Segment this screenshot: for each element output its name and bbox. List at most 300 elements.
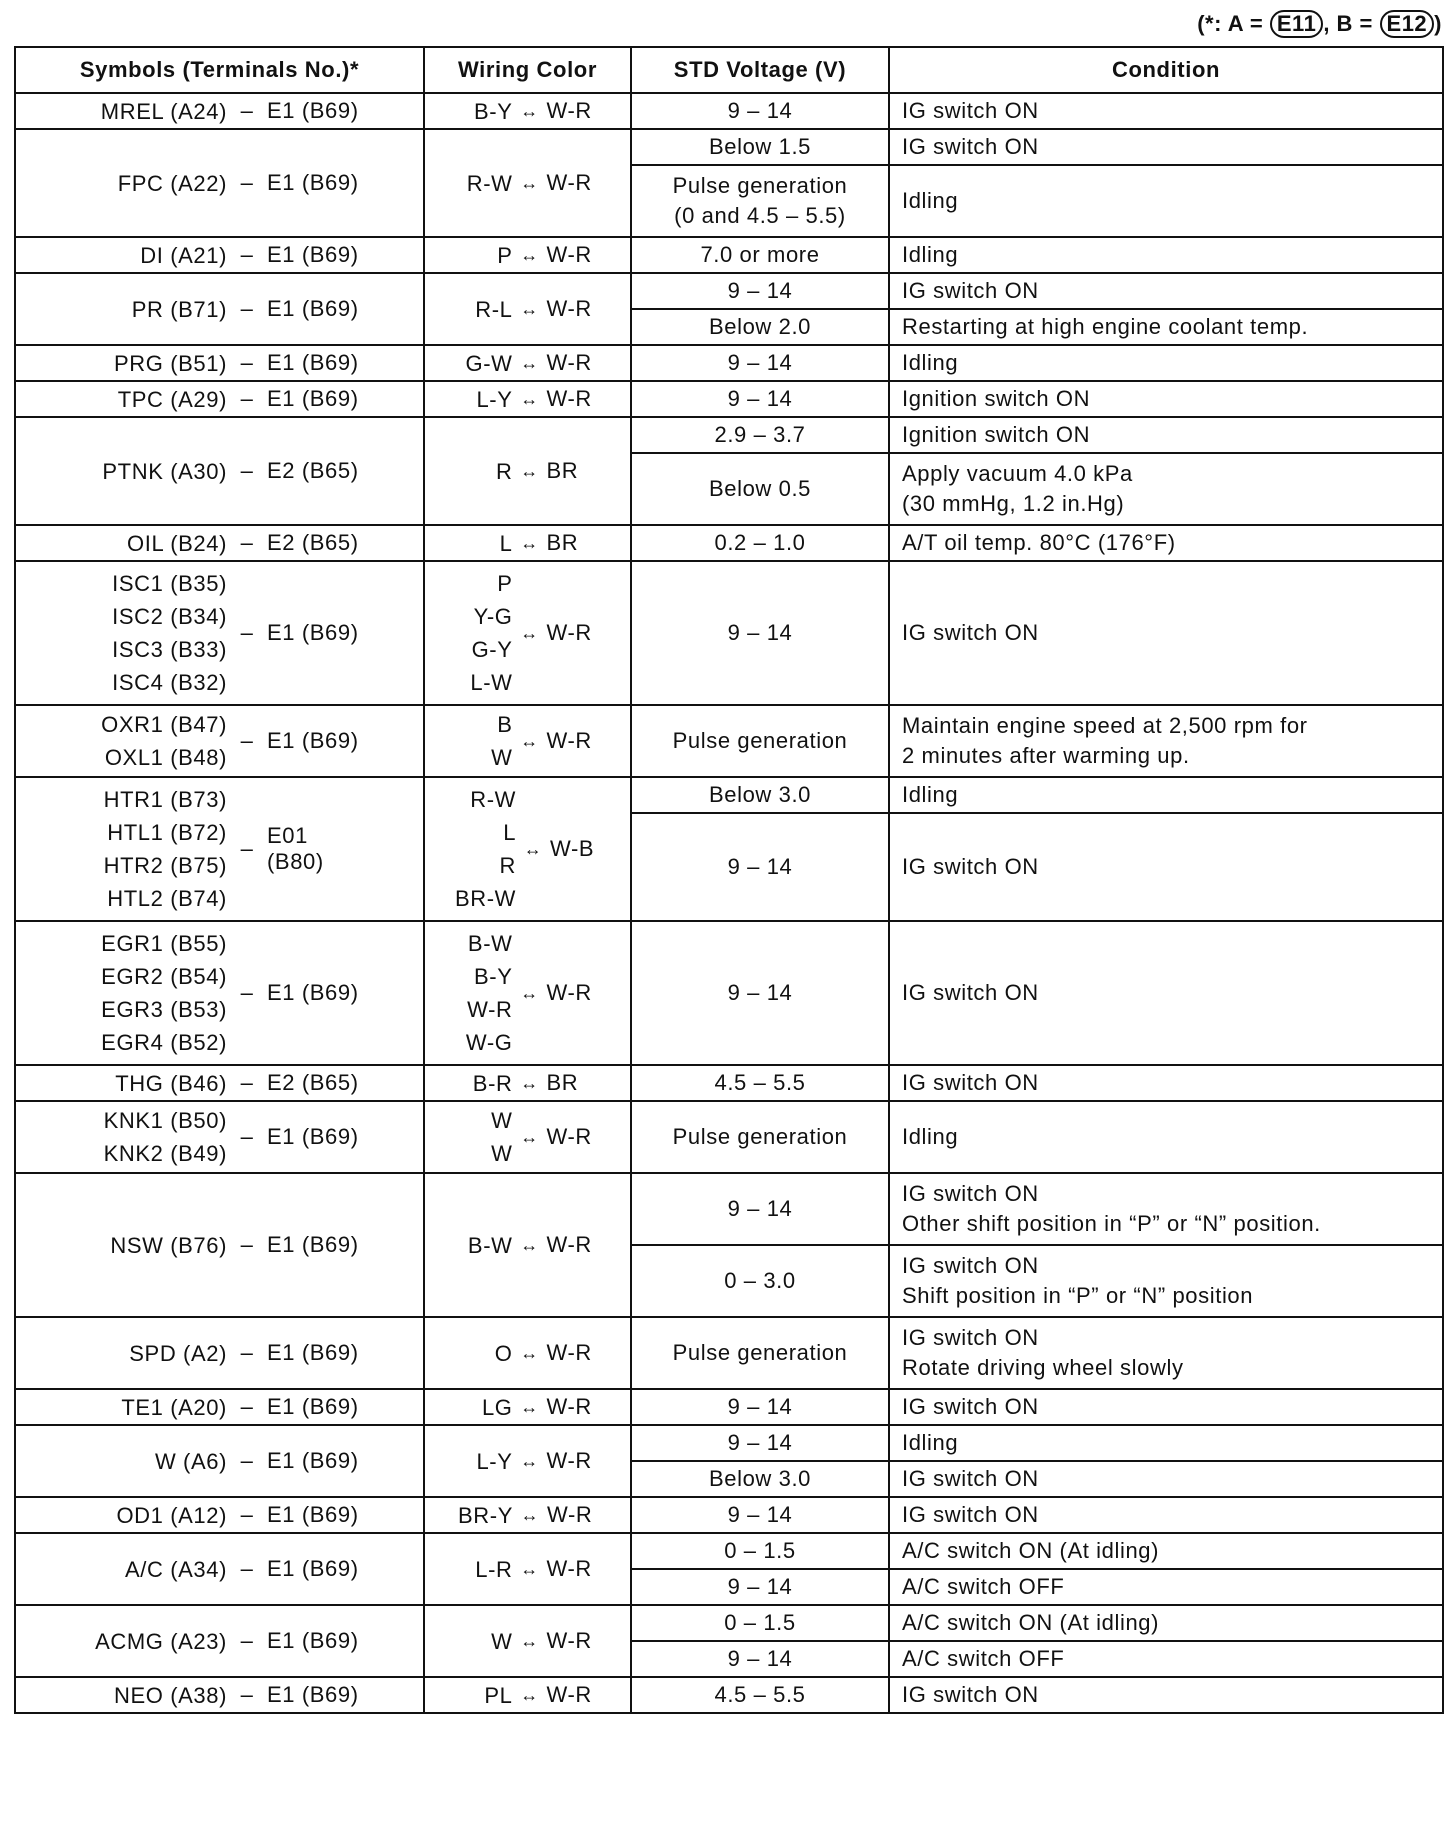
voltage-cell	[631, 525, 889, 561]
voltage-cell	[631, 1677, 889, 1713]
wire-color: B-Y	[474, 964, 513, 989]
wiring-cell	[424, 525, 631, 561]
table-row	[15, 237, 1443, 273]
ground-terminal: E2 (B65)	[267, 458, 359, 483]
condition-line: A/C switch ON (At idling)	[902, 1538, 1160, 1563]
wire-from-list	[459, 239, 513, 272]
wiring-cell	[424, 1389, 631, 1425]
wiring-cell	[424, 1605, 631, 1677]
voltage-cell	[631, 273, 889, 309]
ground-terminal: E1 (B69)	[267, 1448, 359, 1473]
wire-to-color: W-R	[546, 620, 592, 645]
terminal-symbol: EGR4 (B52)	[101, 1030, 227, 1055]
wire-color: O	[494, 1340, 513, 1366]
condition-line: Apply vacuum 4.0 kPa	[902, 461, 1133, 486]
condition-cell	[889, 1641, 1443, 1677]
connector-code-a: E11	[1270, 10, 1323, 38]
voltage-line: Pulse generation	[672, 173, 848, 198]
voltage-cell	[631, 345, 889, 381]
condition-line: Idling	[902, 350, 959, 375]
header-symbols: Symbols (Terminals No.)*	[15, 47, 424, 93]
symbol-group	[16, 1553, 423, 1586]
wire-to-color: W-R	[546, 1502, 593, 1527]
wire-group	[425, 1337, 630, 1370]
wire-from-list	[459, 1067, 513, 1100]
table-row	[15, 921, 1443, 1065]
symbol-group	[16, 1625, 423, 1658]
wire-group	[425, 1499, 630, 1532]
voltage-line: 0.2 – 1.0	[714, 530, 806, 555]
voltage-cell	[631, 93, 889, 129]
wire-color: W-R	[467, 997, 513, 1022]
ground-terminal: E1 (B69)	[267, 98, 359, 123]
wire-color: P	[497, 571, 513, 596]
dash-separator: –	[240, 242, 254, 267]
table-row	[15, 1425, 1443, 1461]
voltage-line: 9 – 14	[727, 1574, 793, 1599]
wire-to-color: W-R	[546, 1448, 592, 1473]
condition-cell	[889, 1173, 1443, 1245]
wire-group	[425, 239, 630, 272]
wire-color: Y-G	[473, 604, 513, 629]
voltage-line: Below 3.0	[708, 782, 811, 807]
wire-color: G-Y	[471, 637, 513, 662]
condition-line: IG switch ON	[902, 1502, 1039, 1527]
wiring-cell	[424, 1425, 631, 1497]
terminal-symbol: ISC4 (B32)	[112, 670, 227, 695]
terminal-symbol: HTL2 (B74)	[107, 886, 227, 911]
voltage-line: Pulse generation	[672, 728, 848, 753]
symbol-list	[16, 1067, 227, 1100]
voltage-line: 9 – 14	[727, 854, 793, 879]
terminal-symbol: OXL1 (B48)	[104, 745, 227, 770]
ground-terminal: E1 (B69)	[267, 1232, 359, 1257]
terminal-symbol: ISC2 (B34)	[112, 604, 227, 629]
table-row	[15, 345, 1443, 381]
condition-line: Idling	[902, 242, 959, 267]
condition-cell	[889, 309, 1443, 345]
condition-line: Other shift position in “P” or “N” position.	[902, 1211, 1321, 1236]
symbol-group	[16, 1391, 423, 1424]
symbol-list	[16, 347, 227, 380]
wiring-cell	[424, 777, 631, 921]
symbol-list	[16, 239, 227, 272]
wire-to-color: W-R	[546, 350, 592, 375]
symbol-group	[16, 783, 423, 915]
dash-separator: –	[240, 1502, 254, 1527]
ground-terminal: E1 (B69)	[267, 1502, 359, 1527]
ground-terminal: E2 (B65)	[267, 1070, 359, 1095]
voltage-cell	[631, 1317, 889, 1389]
wire-to-color: W-R	[546, 728, 592, 753]
dash-separator: –	[240, 350, 254, 375]
symbols-cell	[15, 1065, 424, 1101]
wire-group	[425, 708, 630, 774]
wire-from-list	[459, 1391, 513, 1424]
symbol-list	[16, 1679, 227, 1712]
wire-color: B	[497, 712, 513, 737]
symbol-list	[16, 927, 227, 1059]
voltage-cell	[631, 309, 889, 345]
wire-color: R-W	[470, 787, 517, 812]
symbols-cell	[15, 777, 424, 921]
table-row	[15, 381, 1443, 417]
wire-to-color: W-R	[546, 1556, 592, 1581]
ground-terminal: E2 (B65)	[267, 530, 359, 555]
condition-line: IG switch ON	[902, 1682, 1039, 1707]
symbols-cell	[15, 1101, 424, 1173]
condition-line: A/T oil temp. 80°C (176°F)	[902, 530, 1176, 555]
symbols-cell	[15, 921, 424, 1065]
dash-separator: –	[240, 1682, 254, 1707]
wire-color: B-Y	[474, 98, 513, 124]
table-row	[15, 1101, 1443, 1173]
double-arrow-icon: ↔	[520, 100, 539, 121]
table-row	[15, 1173, 1443, 1245]
ground-terminal: E1 (B69)	[267, 980, 359, 1005]
double-arrow-icon: ↔	[520, 1396, 539, 1417]
symbol-group	[16, 527, 423, 560]
wiring-cell	[424, 1497, 631, 1533]
ground-terminal: E1 (B69)	[267, 728, 359, 753]
wiring-cell	[424, 921, 631, 1065]
condition-line: Rotate driving wheel slowly	[902, 1355, 1184, 1380]
condition-cell	[889, 1317, 1443, 1389]
wiring-cell	[424, 381, 631, 417]
wire-from-list	[459, 1337, 513, 1370]
condition-cell	[889, 777, 1443, 813]
condition-line: IG switch ON	[902, 854, 1039, 879]
condition-cell	[889, 1605, 1443, 1641]
wire-from-list	[459, 1553, 513, 1586]
wire-to-color: W-R	[546, 98, 592, 123]
wire-group	[425, 1625, 630, 1658]
wire-from-list	[459, 1679, 513, 1712]
wire-color: W-G	[465, 1030, 513, 1055]
wire-group	[425, 783, 630, 915]
voltage-line: 9 – 14	[727, 980, 793, 1005]
dash-separator: –	[240, 1394, 254, 1419]
wire-to-color: W-R	[546, 980, 592, 1005]
terminal-symbol: KNK2 (B49)	[103, 1141, 227, 1166]
condition-line: Ignition switch ON	[902, 422, 1091, 447]
symbols-cell	[15, 237, 424, 273]
symbols-cell	[15, 1677, 424, 1713]
voltage-cell	[631, 705, 889, 777]
voltage-cell	[631, 921, 889, 1065]
voltage-cell	[631, 777, 889, 813]
header-wiring-color: Wiring Color	[424, 47, 631, 93]
header-condition: Condition	[889, 47, 1443, 93]
table-row	[15, 561, 1443, 705]
wire-color: PL	[484, 1682, 513, 1708]
double-arrow-icon: ↔	[520, 1558, 539, 1579]
condition-line: 2 minutes after warming up.	[902, 743, 1190, 768]
wire-to-color: W-R	[546, 1682, 592, 1707]
double-arrow-icon: ↔	[520, 1450, 539, 1471]
symbol-list	[16, 1625, 227, 1658]
symbols-cell	[15, 1533, 424, 1605]
wiring-cell	[424, 1101, 631, 1173]
condition-line: Shift position in “P” or “N” position	[902, 1283, 1254, 1308]
voltage-line: 9 – 14	[727, 98, 793, 123]
condition-line: IG switch ON	[902, 134, 1039, 159]
symbols-cell	[15, 1425, 424, 1497]
wire-to-color: BR	[546, 1070, 579, 1095]
condition-line: IG switch ON	[902, 1070, 1039, 1095]
table-row	[15, 1533, 1443, 1569]
ground-terminal: E1 (B69)	[267, 1556, 359, 1581]
wire-color: W	[491, 745, 513, 770]
voltage-cell	[631, 1569, 889, 1605]
wire-from-list	[459, 347, 513, 380]
condition-line: Restarting at high engine coolant temp.	[902, 314, 1309, 339]
voltage-line: Below 1.5	[708, 134, 811, 159]
dash-separator: –	[240, 728, 254, 753]
wire-color: B-W	[467, 1232, 513, 1258]
terminal-symbol: NEO (A38)	[114, 1682, 227, 1708]
wire-color: L-W	[470, 670, 513, 695]
table-row	[15, 525, 1443, 561]
symbol-list	[16, 1229, 227, 1262]
ground-terminal: E1 (B69)	[267, 1340, 359, 1365]
condition-line: IG switch ON	[902, 1394, 1039, 1419]
voltage-cell	[631, 129, 889, 165]
terminal-symbol: OXR1 (B47)	[101, 712, 227, 737]
voltage-cell	[631, 1065, 889, 1101]
symbol-list	[16, 95, 227, 128]
ground-terminal: E1 (B69)	[267, 1124, 359, 1149]
condition-line: A/C switch ON (At idling)	[902, 1610, 1160, 1635]
symbols-cell	[15, 525, 424, 561]
condition-cell	[889, 705, 1443, 777]
condition-cell	[889, 129, 1443, 165]
dash-separator: –	[240, 1448, 254, 1473]
voltage-line: 4.5 – 5.5	[714, 1070, 806, 1095]
wire-color: W	[491, 1628, 513, 1654]
symbol-group	[16, 347, 423, 380]
condition-cell	[889, 1461, 1443, 1497]
wire-from-list	[459, 567, 513, 699]
wiring-cell	[424, 1065, 631, 1101]
terminal-symbol: ISC3 (B33)	[112, 637, 227, 662]
wire-to-color: W-R	[546, 1394, 592, 1419]
symbols-cell	[15, 705, 424, 777]
wire-group	[425, 1445, 630, 1478]
condition-cell	[889, 1065, 1443, 1101]
symbol-group	[16, 567, 423, 699]
symbol-group	[16, 239, 423, 272]
double-arrow-icon: ↔	[520, 244, 539, 265]
symbol-group	[16, 708, 423, 774]
wire-from-list	[459, 1625, 513, 1658]
symbol-group	[16, 1499, 423, 1532]
symbols-cell	[15, 1317, 424, 1389]
condition-line: Idling	[902, 188, 959, 213]
voltage-cell	[631, 1605, 889, 1641]
symbol-list	[16, 383, 227, 416]
ground-terminal: E1 (B69)	[267, 620, 359, 645]
double-arrow-icon: ↔	[523, 838, 543, 859]
voltage-line: 9 – 14	[727, 386, 793, 411]
wire-from-list	[459, 1104, 513, 1170]
voltage-line: 0 – 1.5	[724, 1538, 796, 1563]
terminal-symbol: MREL (A24)	[100, 98, 227, 124]
wire-from-list	[459, 527, 513, 560]
double-arrow-icon: ↔	[520, 1072, 539, 1093]
wiring-cell	[424, 345, 631, 381]
wiring-cell	[424, 1317, 631, 1389]
wire-color: L-R	[475, 1556, 513, 1582]
voltage-line: 9 – 14	[727, 1502, 793, 1527]
symbols-cell	[15, 345, 424, 381]
dash-separator: –	[240, 296, 254, 321]
wire-to-color: BR	[546, 530, 579, 555]
symbol-group	[16, 95, 423, 128]
dash-separator: –	[240, 530, 254, 555]
terminal-symbol: W (A6)	[154, 1448, 227, 1474]
header-std-voltage: STD Voltage (V)	[631, 47, 889, 93]
condition-line: Ignition switch ON	[902, 386, 1091, 411]
condition-cell	[889, 525, 1443, 561]
condition-line: IG switch ON	[902, 1325, 1039, 1350]
voltage-cell	[631, 1389, 889, 1425]
dash-separator: –	[240, 386, 254, 411]
voltage-line: 9 – 14	[727, 1196, 793, 1221]
wire-color: G-W	[465, 350, 513, 376]
terminal-symbol: NSW (B76)	[110, 1232, 227, 1258]
dash-separator: –	[240, 1340, 254, 1365]
voltage-line: 4.5 – 5.5	[714, 1682, 806, 1707]
wiring-cell	[424, 129, 631, 237]
terminal-symbol: HTR1 (B73)	[103, 787, 227, 812]
condition-line: IG switch ON	[902, 620, 1039, 645]
condition-line: A/C switch OFF	[902, 1574, 1065, 1599]
dash-separator: –	[240, 1556, 254, 1581]
wire-color: L	[499, 530, 513, 556]
voltage-cell	[631, 453, 889, 525]
voltage-cell	[631, 1425, 889, 1461]
symbols-cell	[15, 1389, 424, 1425]
wiring-cell	[424, 705, 631, 777]
symbol-list	[16, 455, 227, 488]
table-row	[15, 777, 1443, 813]
symbol-list	[16, 1445, 227, 1478]
voltage-line: 9 – 14	[727, 620, 793, 645]
terminal-symbol: OD1 (A12)	[116, 1502, 227, 1528]
wire-to-color: W-R	[546, 296, 592, 321]
condition-cell	[889, 1533, 1443, 1569]
wire-color: L-Y	[476, 386, 513, 412]
condition-line: IG switch ON	[902, 278, 1039, 303]
terminal-symbol: EGR1 (B55)	[101, 931, 227, 956]
double-arrow-icon: ↔	[520, 1342, 539, 1363]
condition-cell	[889, 1425, 1443, 1461]
header-row	[15, 47, 1443, 93]
voltage-cell	[631, 165, 889, 237]
ground-terminal: E1 (B69)	[267, 1628, 359, 1653]
terminal-voltage-table	[14, 46, 1444, 1714]
wire-color: R-W	[466, 170, 513, 196]
terminal-symbol: HTR2 (B75)	[103, 853, 227, 878]
symbol-group	[16, 1229, 423, 1262]
note-b-label: , B =	[1323, 11, 1373, 36]
ground-terminal: E1 (B69)	[267, 170, 359, 195]
table-row	[15, 1065, 1443, 1101]
voltage-line: 7.0 or more	[700, 242, 820, 267]
wiring-cell	[424, 1677, 631, 1713]
dash-separator: –	[240, 170, 254, 195]
double-arrow-icon: ↔	[520, 1126, 539, 1147]
wiring-cell	[424, 1173, 631, 1317]
symbols-cell	[15, 381, 424, 417]
wire-color: B-W	[467, 931, 513, 956]
symbol-group	[16, 455, 423, 488]
voltage-line: Below 2.0	[708, 314, 811, 339]
condition-line: IG switch ON	[902, 1466, 1039, 1491]
condition-cell	[889, 345, 1443, 381]
voltage-line: 9 – 14	[727, 350, 793, 375]
terminal-symbol: TE1 (A20)	[121, 1394, 227, 1420]
wire-from-list	[459, 293, 513, 326]
symbols-cell	[15, 1173, 424, 1317]
wire-from-list	[459, 1229, 513, 1262]
dash-separator: –	[240, 1070, 254, 1095]
terminal-symbol: SPD (A2)	[129, 1340, 227, 1366]
terminal-symbol: ISC1 (B35)	[112, 571, 227, 596]
double-arrow-icon: ↔	[520, 352, 539, 373]
voltage-line: Pulse generation	[672, 1340, 848, 1365]
dash-separator: –	[240, 980, 254, 1005]
voltage-cell	[631, 1641, 889, 1677]
terminal-symbol: PRG (B51)	[114, 350, 227, 376]
wiring-cell	[424, 93, 631, 129]
wire-from-list	[459, 167, 513, 200]
wire-from-list	[459, 1445, 513, 1478]
symbol-list	[16, 783, 227, 915]
wire-color: BR-W	[454, 886, 517, 911]
wire-group	[425, 1067, 630, 1100]
terminal-symbol: THG (B46)	[115, 1070, 227, 1096]
terminal-symbol: EGR3 (B53)	[101, 997, 227, 1022]
wire-color: L	[503, 820, 517, 845]
symbol-list	[16, 1499, 227, 1532]
condition-cell	[889, 1497, 1443, 1533]
table-row	[15, 273, 1443, 309]
wire-to-color: BR	[546, 458, 579, 483]
wire-to-color: W-B	[550, 836, 595, 861]
note-prefix: (*:	[1197, 11, 1222, 36]
symbols-cell	[15, 1497, 424, 1533]
condition-cell	[889, 417, 1443, 453]
condition-cell	[889, 381, 1443, 417]
wire-group	[425, 527, 630, 560]
voltage-cell	[631, 381, 889, 417]
condition-line: A/C switch OFF	[902, 1646, 1065, 1671]
wire-group	[425, 95, 630, 128]
wire-color: W	[491, 1108, 513, 1133]
wire-group	[425, 1104, 630, 1170]
table-body	[15, 93, 1443, 1713]
symbol-list	[16, 1553, 227, 1586]
voltage-cell	[631, 1461, 889, 1497]
note-suffix: )	[1434, 11, 1442, 36]
condition-line: IG switch ON	[902, 98, 1039, 123]
dash-separator: –	[240, 1628, 254, 1653]
condition-cell	[889, 1389, 1443, 1425]
dash-separator: –	[240, 1232, 254, 1257]
wire-color: LG	[481, 1394, 513, 1420]
